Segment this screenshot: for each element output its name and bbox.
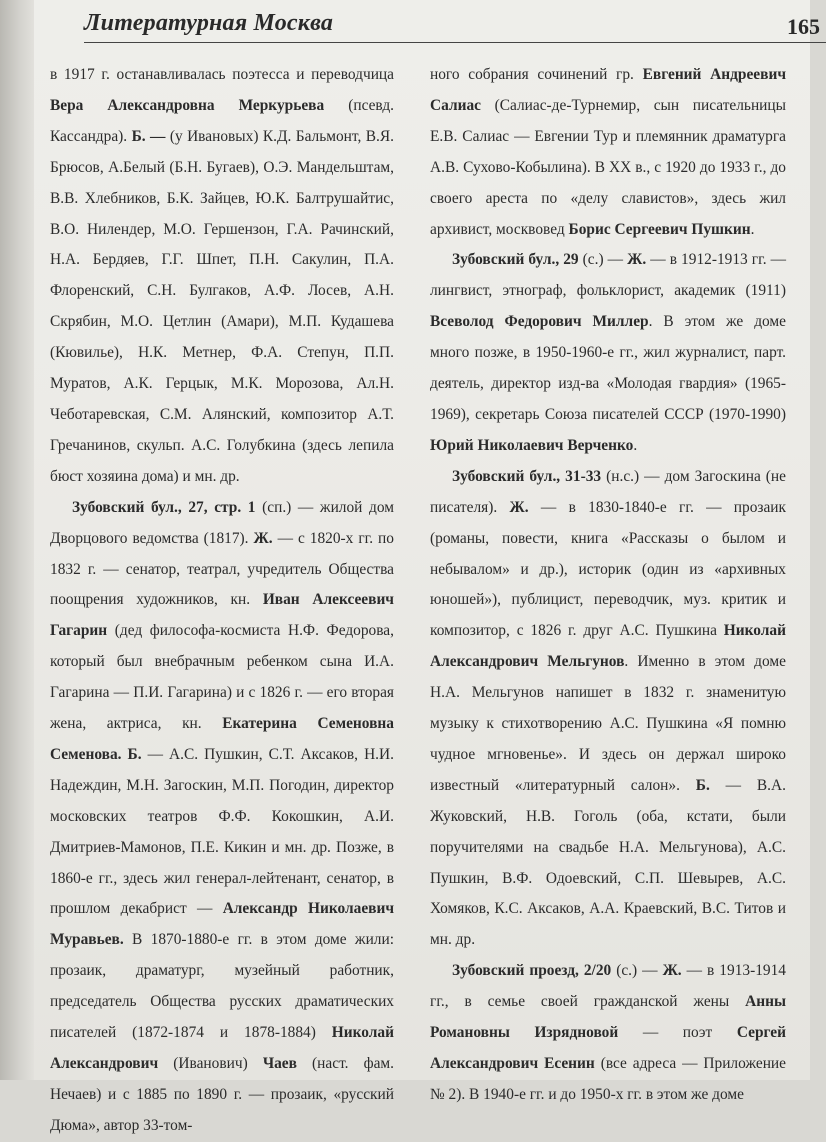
bold-run: Александр Николаевич Муравьев. [50, 900, 395, 949]
text-run: В 1870-1880-е гг. в этом доме жили: прозаик, драматург, музейный работник, председатель Общества русских драматических писателей (1872-1874 и 1878-1884) [50, 931, 394, 1042]
text-run: . В этом же доме много позже, в 1950-1960-е гг., жил журналист, парт. деятель, директор изд-ва «Молодая гвардия» (1965-1969), секретарь Союза писателей СССР (1970-1990) [430, 313, 787, 423]
running-title: Литературная Москва [84, 10, 334, 36]
text-run: (все адреса — Приложение № 2). В 1940-е гг. и до 1950-х гг. в этом же доме [430, 1055, 786, 1103]
bold-run: Юрий Николаевич Верченко [430, 436, 634, 454]
bold-run: Николай Александрович [50, 1024, 394, 1072]
bold-run: Иван Алексеевич Гагарин [50, 591, 394, 640]
bold-run: Борис Сергеевич Пушкин [568, 220, 751, 238]
text-run: (наст. фам. Нечаев) и с 1885 по 1890 г. — прозаик, «русский Дюма», автор 33-том- [50, 1055, 394, 1134]
text-run: (н.с.) — дом Загоскина (не писателя). [430, 467, 786, 516]
page-number: 165 [787, 14, 820, 39]
text-run: . [633, 436, 638, 454]
text-run: (дед философа-космиста Н.Ф. Федорова, который был внебрачным ребенком сына И.А. Гагарина — П.И. Гагарина) и с 1826 г. — его вторая жена, актриса, кн. [50, 622, 394, 733]
bold-run: Вера Александровна Меркурьева [50, 96, 325, 114]
entry-paragraph [430, 956, 786, 1111]
entry-paragraph [50, 60, 394, 493]
text-run: (Иванович) [158, 1055, 263, 1072]
entry-paragraph [430, 60, 786, 245]
text-run: (Салиас-де-Турнемир, сын писательницы Е.В. Салиас — Евгении Тур и племянник драматурга А.В. Сухово-Кобылина). В XX в., с 1920 до 1933 г., до своего ареста по «делу славистов», здесь жил архивист, москвовед [430, 96, 786, 238]
text-run: в 1917 г. останавливалась поэтесса и переводчица [50, 66, 394, 83]
bold-run: Евгений Андреевич Салиас [430, 66, 786, 114]
text-run: ного собрания сочинений гр. [430, 66, 643, 83]
text-run: (сп.) — жилой дом Дворцового ведомства (1817). [50, 498, 395, 547]
text-run: — в 1830-1840-е гг. — прозаик (романы, повести, книга «Рассказы о былом и небывалом» и др.), историк (один из «архивных юношей»), публицист, переводчик, муз. критик и композитор, с 1826 г. друг А.С. Пушкина [430, 498, 787, 640]
text-run: . Именно в этом доме Н.А. Мельгунов напишет в 1832 г. знаменитую музыку к стихотворению А.С. Пушкина «Я помню чудное мгновенье». И здесь он держал широко известный «литературный салон». [430, 653, 786, 794]
page-header [84, 6, 826, 43]
text-run: — с 1820-х гг. по 1832 г. — сенатор, театрал, учредитель Общества поощрения художников, кн. [50, 529, 394, 609]
text-run: — А.С. Пушкин, С.Т. Аксаков, Н.И. Надеждин, М.Н. Загоскин, М.П. Погодин, директор московских театров Ф.Ф. Кокошкин, А.И. Дмитриев-Мамонов, П.Е. Кикин и мн. др. Позже, в 1860-е гг., здесь жил генерал-лейтенант, сенатор, в прошлом декабрист — [50, 745, 394, 918]
bold-run: Анны Романовны Изрядновой [430, 993, 786, 1042]
bold-run: Николай Александрович Мельгунов [430, 622, 786, 671]
text-run: — поэт [618, 1024, 737, 1042]
bold-run: Екатерина Семеновна Семенова. Б. [50, 715, 394, 763]
text-run: — в 1913-1914 гг., в семье своей гражданской жены [430, 962, 786, 1011]
text-run: (псевд. Кассандра). [50, 96, 394, 145]
text-run: . [750, 220, 755, 238]
entry-paragraph [430, 462, 786, 957]
bold-run: Сергей Александрович Есенин [430, 1024, 786, 1072]
bold-run: Ж. [627, 251, 647, 269]
bold-run: Всеволод Федорович Миллер [430, 313, 649, 331]
bold-run: Ж. [509, 498, 529, 516]
entry-paragraph [50, 493, 394, 1142]
text-run: (с.) — [611, 962, 663, 980]
bold-run: Зубовский проезд, 2/20 [452, 962, 612, 980]
bold-run: Б. — [131, 127, 166, 145]
bold-run: Чаев [262, 1055, 297, 1072]
bold-run: Зубовский бул., 29 [452, 251, 579, 269]
bold-run: Зубовский бул., 31-33 [452, 467, 602, 485]
entry-paragraph [430, 245, 786, 461]
bold-run: Зубовский бул., 27, стр. 1 [72, 498, 256, 516]
adjacent-page-edge [0, 0, 35, 1080]
text-run: (с.) — [578, 251, 628, 269]
right-text-column [430, 60, 786, 1111]
bold-run: Ж. [253, 529, 273, 547]
left-text-column [50, 60, 394, 1142]
text-run: (у Ивановых) К.Д. Бальмонт, В.Я. Брюсов, А.Белый (Б.Н. Бугаев), О.Э. Мандельштам, В.В. Хлебников, Б.К. Зайцев, Ю.К. Балтрушайтис, В.О. Нилендер, М.О. Гершензон, Г.А. Рачинский, Н.А. Бердяев, Г.Г. Шпет, П.Н. Сакулин, П.А. Флоренский, С.Н. Булгаков, А.Ф. Лосев, А.Н. Скрябин, М.О. Цетлин (Амари), М.П. Кудашева (Кювилье), Н.К. Метнер, Ф.А. Степун, П.П. Муратов, А.К. Герцык, М.К. Морозова, Ал.Н. Чеботаревская, С.М. Алянский, композитор А.Т. Гречанинов, скульп. А.С. Голубкина (здесь лепила бюст хозяина дома) и мн. др. [50, 127, 394, 485]
text-run: — В.А. Жуковский, Н.В. Гоголь (оба, кстати, были поручителями на свадьбе Н.А. Мельгунова), А.С. Пушкин, В.Ф. Одоевский, С.П. Шевырев, А.С. Хомяков, К.С. Аксаков, А.А. Краевский, В.С. Титов и мн. др. [430, 776, 786, 949]
bold-run: Б. [695, 776, 710, 794]
text-run: — в 1912-1913 гг. — лингвист, этнограф, фольклорист, академик (1911) [430, 251, 786, 300]
bold-run: Ж. [662, 962, 682, 980]
